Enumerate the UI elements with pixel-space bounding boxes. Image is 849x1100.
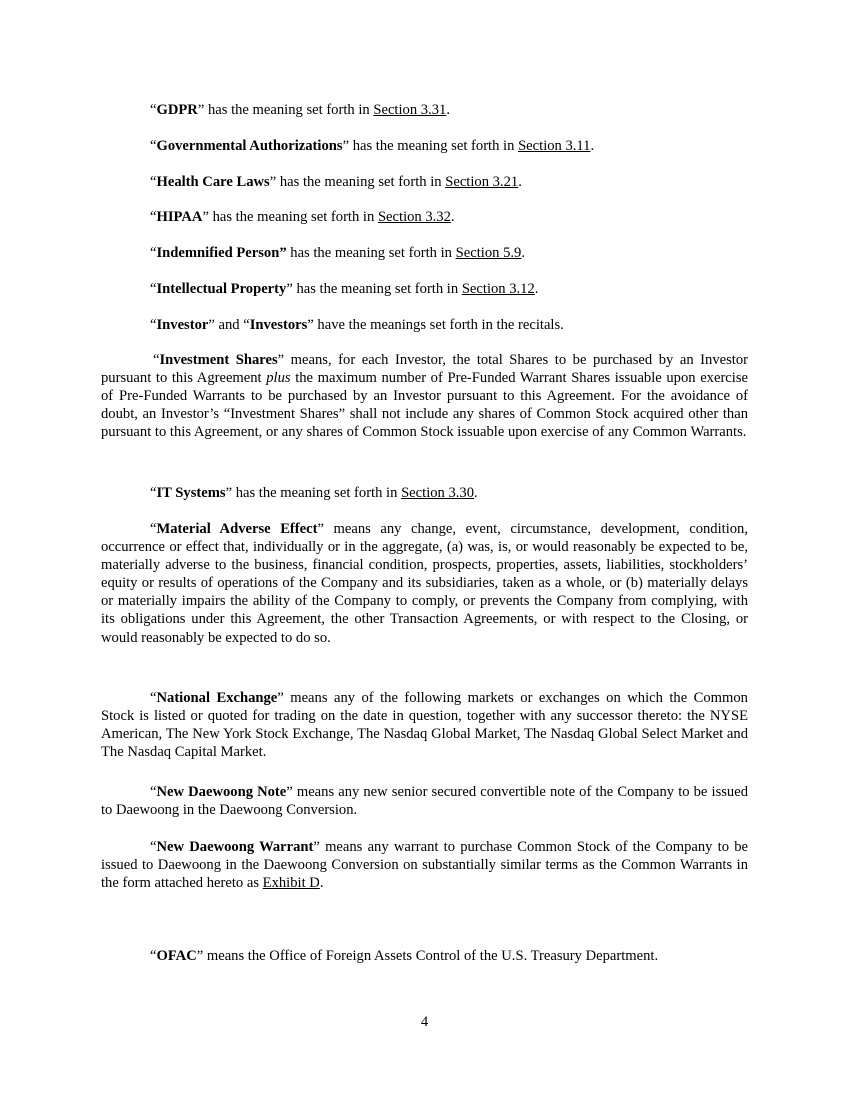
- definition-investor: “Investor” and “Investors” have the meanings set forth in the recitals.: [150, 317, 564, 333]
- definition-governmental-authorizations: “Governmental Authorizations” has the meaning set forth in Section 3.11.: [150, 138, 595, 154]
- definition-national-exchange: “National Exchange” means any of the following markets or exchanges on which the Common Stock is listed or quoted for trading on the date in question, together with any successor thereto: the NYSE American, The New York Stock Exchange, The Nasdaq Global Market, The Nasdaq Global Select Market and The Nasdaq Capital Market.: [101, 690, 748, 761]
- page-number: 4: [420, 1014, 429, 1030]
- section-reference-link[interactable]: Section 3.11: [518, 138, 591, 154]
- term: OFAC: [156, 948, 197, 964]
- term: GDPR: [156, 102, 198, 118]
- term: Material Adverse Effect: [156, 521, 318, 537]
- definition-material-adverse-effect: “Material Adverse Effect” means any change, event, circumstance, development, condition, occurrence or effect that, individually or in the aggregate, (a) was, is, or would reasonably be expected to be, materially adverse to the business, financial condition, prospects, properties, assets, liabilities, stockholders’ equity or results of operations of the Company and its subsidiaries, taken as a whole, or (b) materially delays or materially impairs the ability of the Company to comply, or prevents the Company from complying, with its obligations under this Agreement, the other Transaction Agreements, or with respect to the Closing, or would reasonably be expected to do so.: [101, 521, 748, 646]
- term: Governmental Authorizations: [156, 138, 343, 154]
- section-reference-link[interactable]: Section 3.21: [445, 174, 519, 190]
- term: Investment Shares: [159, 352, 278, 368]
- definition-investment-shares: “Investment Shares” means, for each Investor, the total Shares to be purchased by an Investor pursuant to this Agreement plus the maximum number of Pre-Funded Warrant Shares issuable upon exercise of Pre-Funded Warrants to be purchased by an Investor pursuant to this Agreement. For the avoidance of doubt, an Investor’s “Investment Shares” shall not include any shares of Common Stock acquired other than pursuant to this Agreement, or any shares of Common Stock issuable upon exercise of any Common Warrants.: [101, 352, 748, 441]
- term: New Daewoong Warrant: [156, 839, 314, 855]
- definition-it-systems: “IT Systems” has the meaning set forth in Section 3.30.: [150, 485, 478, 501]
- definition-gdpr: “GDPR” has the meaning set forth in Section 3.31.: [150, 102, 450, 118]
- term: National Exchange: [156, 690, 278, 706]
- section-reference-link[interactable]: Section 3.32: [377, 209, 451, 225]
- definition-new-daewoong-note: “New Daewoong Note” means any new senior secured convertible note of the Company to be issued to Daewoong in the Daewoong Conversion.: [101, 784, 748, 819]
- section-reference-link[interactable]: Section 3.30: [401, 485, 475, 501]
- definition-health-care-laws: “Health Care Laws” has the meaning set forth in Section 3.21.: [150, 174, 522, 190]
- term: Health Care Laws: [156, 174, 270, 190]
- term: IT Systems: [156, 485, 226, 501]
- term: Investor: [156, 317, 209, 333]
- exhibit-reference-link[interactable]: Exhibit D: [262, 875, 320, 892]
- definition-intellectual-property: “Intellectual Property” has the meaning set forth in Section 3.12.: [150, 281, 539, 297]
- section-reference-link[interactable]: Section 5.9: [455, 245, 522, 261]
- section-reference-link[interactable]: Section 3.12: [461, 281, 535, 297]
- section-reference-link[interactable]: Section 3.31: [373, 102, 447, 118]
- definition-hipaa: “HIPAA” has the meaning set forth in Section 3.32.: [150, 209, 455, 225]
- term: Indemnified Person”: [156, 245, 287, 261]
- definition-indemnified-person: “Indemnified Person” has the meaning set forth in Section 5.9.: [150, 245, 525, 261]
- term: Intellectual Property: [156, 281, 287, 297]
- definition-new-daewoong-warrant: “New Daewoong Warrant” means any warrant to purchase Common Stock of the Company to be issued to Daewoong in the Daewoong Conversion on substantially similar terms as the Common Warrants in the form attached hereto as Exhibit D.: [101, 839, 749, 892]
- term: HIPAA: [156, 209, 203, 225]
- definition-ofac: “OFAC” means the Office of Foreign Assets Control of the U.S. Treasury Department.: [150, 948, 659, 964]
- term: New Daewoong Note: [156, 784, 287, 800]
- term: Investors: [249, 317, 308, 333]
